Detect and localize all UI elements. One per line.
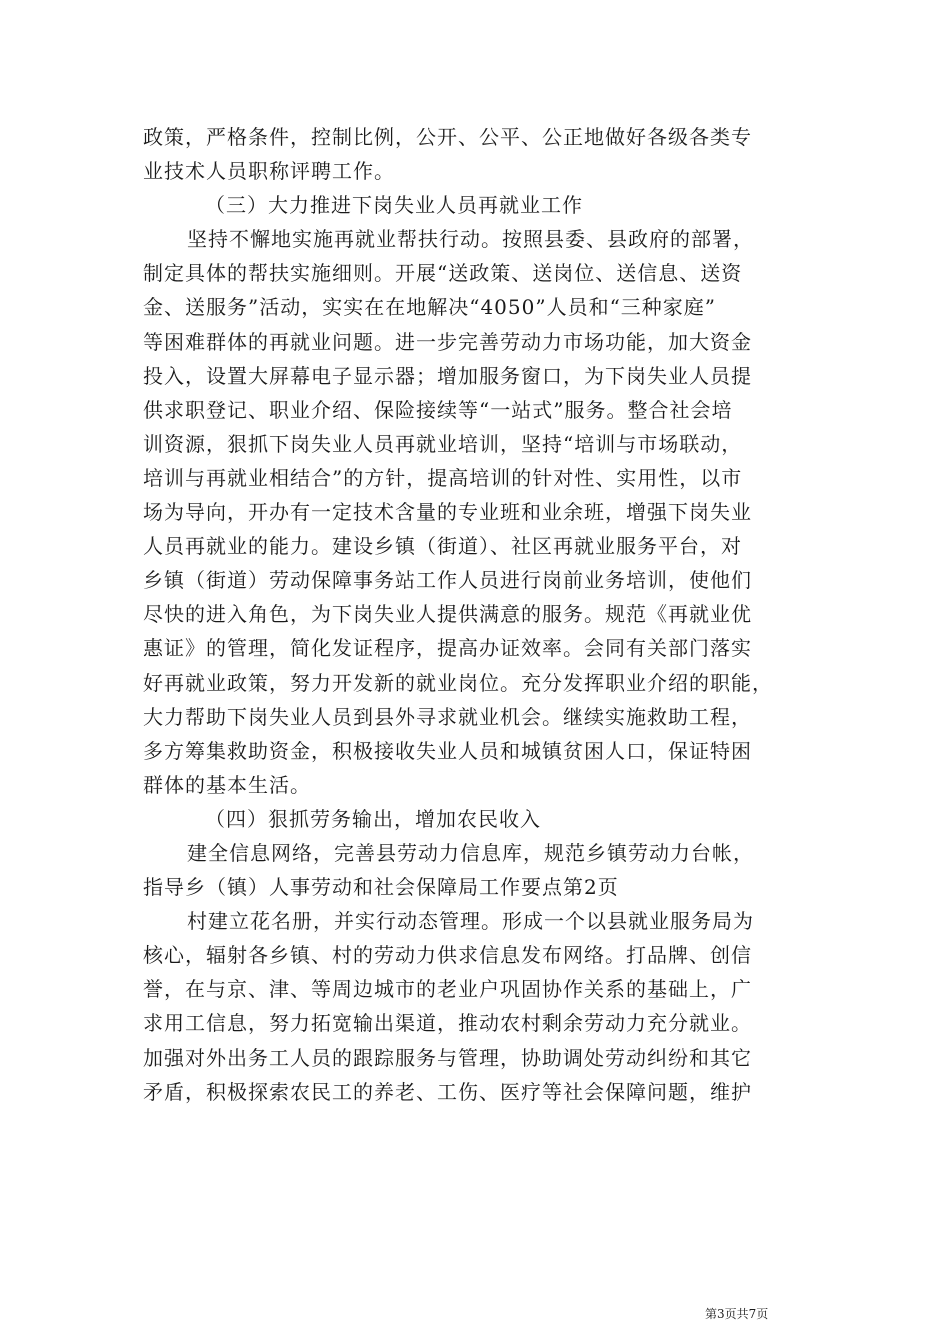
section-heading: （三）大力推进下岗失业人员再就业工作 — [205, 193, 583, 218]
text-line: 坚持不懈地实施再就业帮扶行动。按照县委、县政府的部署， — [187, 227, 754, 252]
text-line: 多方筹集救助资金，积极接收失业人员和城镇贫困人口，保证特困 — [143, 738, 752, 763]
text-line: 村建立花名册，并实行动态管理。形成一个以县就业服务局为 — [187, 909, 754, 934]
text-line: 大力帮助下岗失业人员到县外寻求就业机会。继续实施救助工程， — [143, 704, 752, 729]
text-line: 政策，严格条件，控制比例，公开、公平、公正地做好各级各类专 — [143, 125, 752, 149]
text-line: 指导乡（镇）人事劳动和社会保障局工作要点第2页 — [143, 875, 619, 900]
text-line: 人员再就业的能力。建设乡镇（街道）、社区再就业服务平台，对 — [143, 534, 742, 559]
text-line: 求用工信息，努力拓宽输出渠道，推动农村剩余劳动力充分就业。 — [143, 1011, 752, 1036]
page-footer: 第3页共7页 — [705, 1307, 769, 1321]
text-line: 群体的基本生活。 — [143, 772, 311, 797]
text-line: 建全信息网络，完善县劳动力信息库，规范乡镇劳动力台帐， — [187, 840, 754, 865]
text-line: 供求职登记、职业介绍、保险接续等“一站式”服务。整合社会培 — [143, 397, 733, 422]
text-line: 核心，辐射各乡镇、村的劳动力供求信息发布网络。打品牌、创信 — [143, 943, 752, 968]
text-line: 好再就业政策，努力开发新的就业岗位。充分发挥职业介绍的职能， — [143, 670, 773, 695]
text-line: 等困难群体的再就业问题。进一步完善劳动力市场功能，加大资金 — [143, 329, 752, 354]
text-line: 乡镇（街道）劳动保障事务站工作人员进行岗前业务培训，使他们 — [143, 568, 752, 593]
text-line: 培训与再就业相结合”的方针，提高培训的针对性、实用性，以市 — [143, 465, 743, 490]
text-line: 业技术人员职称评聘工作。 — [143, 159, 395, 184]
text-line: 金、送服务”活动，实实在在地解决“4050”人员和“三种家庭” — [143, 295, 717, 320]
text-line: 尽快的进入角色，为下岗失业人提供满意的服务。规范《再就业优 — [143, 602, 752, 627]
text-line: 加强对外出务工人员的跟踪服务与管理，协助调处劳动纠纷和其它 — [143, 1045, 752, 1070]
text-line: 场为导向，开办有一定技术含量的专业班和业余班，增强下岗失业 — [143, 500, 752, 525]
text-line: 制定具体的帮扶实施细则。开展“送政策、送岗位、送信息、送资 — [143, 261, 743, 286]
text-line: 矛盾，积极探索农民工的养老、工伤、医疗等社会保障问题，维护 — [143, 1079, 752, 1104]
document-body — [143, 120, 823, 1109]
text-line: 誉，在与京、津、等周边城市的老业户巩固协作关系的基础上，广 — [143, 977, 752, 1002]
text-line: 投入，设置大屏幕电子显示器；增加服务窗口，为下岗失业人员提 — [143, 363, 752, 388]
text-line: 训资源，狠抓下岗失业人员再就业培训，坚持“培训与市场联动， — [143, 431, 743, 456]
section-heading: （四）狠抓劳务输出，增加农民收入 — [205, 806, 541, 831]
text-line: 惠证》的管理，简化发证程序，提高办证效率。会同有关部门落实 — [143, 636, 752, 661]
